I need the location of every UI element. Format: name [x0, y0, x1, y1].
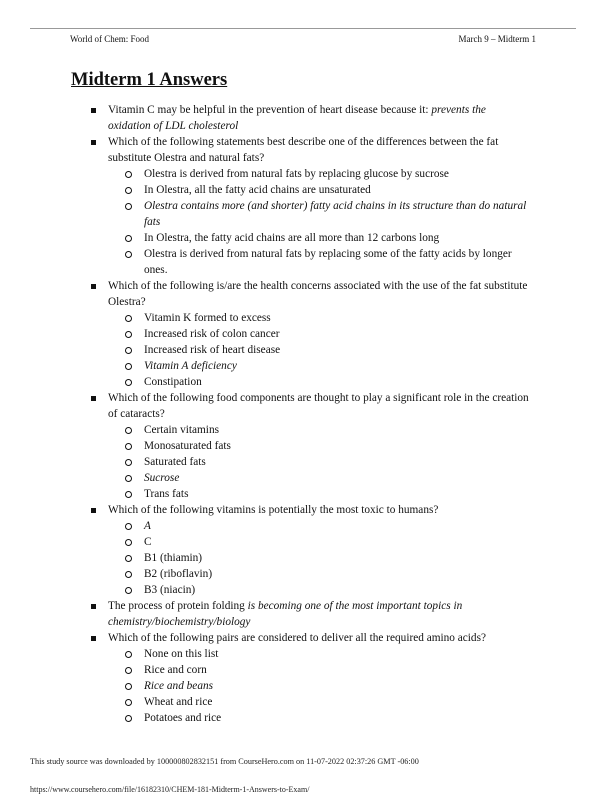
answers-list	[90, 102, 530, 726]
option-item	[125, 326, 530, 342]
download-notice: This study source was downloaded by 100000802832151 from CourseHero.com on 11-07-2022 02:37:26 GMT -06:00	[30, 757, 419, 766]
square-bullet-icon	[91, 508, 96, 513]
square-bullet-icon	[91, 108, 96, 113]
circle-bullet-icon	[125, 203, 132, 210]
question-text: Which of the following statements best describe one of the differences between the fat substitute Olestra and natural fats?	[108, 136, 499, 164]
circle-bullet-icon	[125, 171, 132, 178]
circle-bullet-icon	[125, 347, 132, 354]
circle-bullet-icon	[125, 587, 132, 594]
option-list	[108, 518, 530, 598]
circle-bullet-icon	[125, 363, 132, 370]
question-item	[90, 134, 530, 278]
circle-bullet-icon	[125, 315, 132, 322]
circle-bullet-icon	[125, 699, 132, 706]
header-left: World of Chem: Food	[70, 34, 150, 44]
option-list	[108, 422, 530, 502]
option-text: A	[144, 520, 151, 532]
square-bullet-icon	[91, 140, 96, 145]
question-item	[90, 102, 530, 134]
question-list	[90, 102, 530, 726]
option-text: B1 (thiamin)	[144, 552, 203, 564]
option-text: Constipation	[144, 376, 202, 388]
circle-bullet-icon	[125, 475, 132, 482]
option-item	[125, 662, 530, 678]
option-item	[125, 310, 530, 326]
question-item	[90, 502, 530, 598]
option-item	[125, 550, 530, 566]
option-text: Increased risk of colon cancer	[144, 328, 280, 340]
option-item	[125, 422, 530, 438]
option-text: B2 (riboflavin)	[144, 568, 213, 580]
circle-bullet-icon	[125, 651, 132, 658]
inline-answer: prevents the oxidation of LDL cholesterol	[108, 104, 486, 132]
option-item	[125, 166, 530, 182]
option-text: Sucrose	[144, 472, 180, 484]
option-item	[125, 454, 530, 470]
option-text: C	[144, 536, 152, 548]
option-text: Olestra contains more (and shorter) fatty acid chains in its structure than do natural fats	[144, 200, 527, 228]
option-item	[125, 230, 530, 246]
option-text: Vitamin K formed to excess	[144, 312, 271, 324]
option-text: Potatoes and rice	[144, 712, 222, 724]
option-text: Rice and beans	[144, 680, 214, 692]
square-bullet-icon	[91, 604, 96, 609]
option-text: Olestra is derived from natural fats by replacing glucose by sucrose	[144, 168, 449, 180]
correct-option-item	[125, 518, 530, 534]
question-item	[90, 390, 530, 502]
circle-bullet-icon	[125, 539, 132, 546]
option-item	[125, 486, 530, 502]
option-text: Olestra is derived from natural fats by replacing some of the fatty acids by longer ones.	[144, 248, 512, 276]
header-right: March 9 – Midterm 1	[458, 34, 536, 44]
circle-bullet-icon	[125, 667, 132, 674]
option-item	[125, 710, 530, 726]
question-item	[90, 278, 530, 390]
circle-bullet-icon	[125, 491, 132, 498]
option-item	[125, 646, 530, 662]
option-list	[108, 166, 530, 278]
circle-bullet-icon	[125, 251, 132, 258]
option-item	[125, 342, 530, 358]
square-bullet-icon	[91, 284, 96, 289]
option-text: Certain vitamins	[144, 424, 219, 436]
question-item	[90, 630, 530, 726]
question-text: Which of the following food components are thought to play a significant role in the creation of cataracts?	[108, 392, 529, 420]
question-text: Which of the following vitamins is potentially the most toxic to humans?	[108, 504, 439, 516]
circle-bullet-icon	[125, 443, 132, 450]
option-text: In Olestra, the fatty acid chains are all more than 12 carbons long	[144, 232, 440, 244]
correct-option-item	[125, 678, 530, 694]
option-item	[125, 582, 530, 598]
option-item	[125, 374, 530, 390]
option-item	[125, 246, 530, 278]
option-list	[108, 646, 530, 726]
circle-bullet-icon	[125, 571, 132, 578]
inline-answer: is becoming one of the most important topics in chemistry/biochemistry/biology	[108, 600, 463, 628]
question-text: The process of protein folding	[108, 600, 248, 612]
source-url-link[interactable]: https://www.coursehero.com/file/16182310/CHEM-181-Midterm-1-Answers-to-Exam/	[30, 785, 310, 794]
option-text: Saturated fats	[144, 456, 206, 468]
option-item	[125, 694, 530, 710]
page-title: Midterm 1 Answers	[71, 70, 228, 90]
circle-bullet-icon	[125, 715, 132, 722]
option-item	[125, 566, 530, 582]
circle-bullet-icon	[125, 427, 132, 434]
option-text: In Olestra, all the fatty acid chains are unsaturated	[144, 184, 371, 196]
question-text: Which of the following pairs are considered to deliver all the required amino acids?	[108, 632, 486, 644]
option-text: Increased risk of heart disease	[144, 344, 281, 356]
option-text: Monosaturated fats	[144, 440, 231, 452]
option-list	[108, 310, 530, 390]
option-text: Vitamin A deficiency	[144, 360, 237, 372]
correct-option-item	[125, 470, 530, 486]
option-text: B3 (niacin)	[144, 584, 196, 596]
header-divider	[30, 28, 576, 29]
correct-option-item	[125, 198, 530, 230]
circle-bullet-icon	[125, 187, 132, 194]
option-text: Trans fats	[144, 488, 189, 500]
circle-bullet-icon	[125, 683, 132, 690]
circle-bullet-icon	[125, 555, 132, 562]
option-item	[125, 534, 530, 550]
correct-option-item	[125, 358, 530, 374]
question-text: Which of the following is/are the health concerns associated with the use of the fat substitute Olestra?	[108, 280, 528, 308]
square-bullet-icon	[91, 396, 96, 401]
circle-bullet-icon	[125, 523, 132, 530]
circle-bullet-icon	[125, 379, 132, 386]
question-text: Vitamin C may be helpful in the prevention of heart disease because it:	[108, 104, 432, 116]
option-item	[125, 438, 530, 454]
square-bullet-icon	[91, 636, 96, 641]
circle-bullet-icon	[125, 331, 132, 338]
option-text: None on this list	[144, 648, 219, 660]
circle-bullet-icon	[125, 459, 132, 466]
option-text: Wheat and rice	[144, 696, 213, 708]
circle-bullet-icon	[125, 235, 132, 242]
question-item	[90, 598, 530, 630]
option-item	[125, 182, 530, 198]
page-header	[70, 34, 536, 44]
option-text: Rice and corn	[144, 664, 207, 676]
